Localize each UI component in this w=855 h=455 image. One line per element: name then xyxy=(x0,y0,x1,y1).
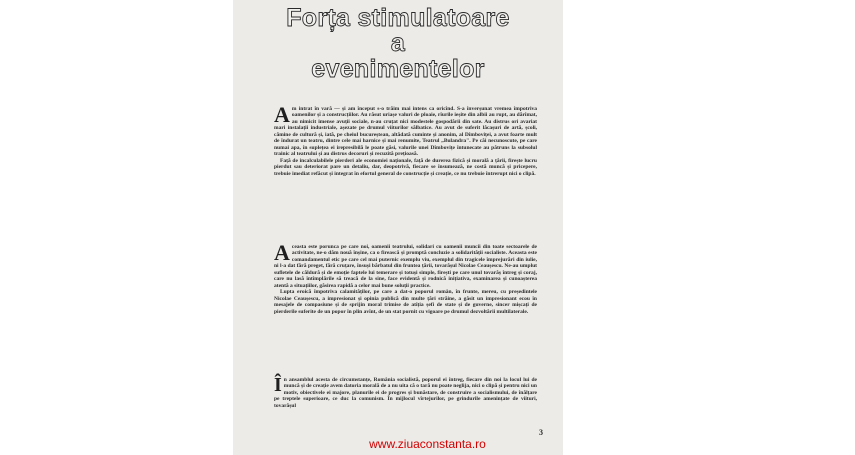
section-2-p1-text: ceasta este porunca pe care noi, oamenii teatrului, solidari cu oamenii muncii din toate sectoarele de activitate, ne-o dăm nouă înșine, ca o firească și promptă concluzie a solidarității socialiste. Aceasta este comandamentul etic pe care cel mai puternic exemplu viu, exemplul din tragicele împrejurări din iulie, ni l-a dat fără preget, fără cruțare, însuși bărbatul din fruntea țării, tovarășul Nicolae Ceaușescu. Ne-au umplut sufletele de căldură și de emoție faptele lui temerare și totuși simple, firești pe care unul tovarăș întreg și coraj, care nu lasă întîmplările să treacă de la sine, face evidentă și rodnică inițiativa, examinarea și cunoașterea atentă a situațiilor, găsirea rapidă a celor mai bune soluții practice. xyxy=(274,244,537,289)
section-1-p1-text: m intrat în vară — și am început s-o trăim mai intens ca oricînd. S-a înverșunat vremea împotriva oamenilor și a construcțiilor. Au răsut uriașe valuri de ploaie, rîurile ieșite din albii au rupt, au dărîmat, au nimicit imense avuții sociale, n-au cruțat nici modestele gospodării din sate. Au distrus ori avariat mari instalații industriale, așezate pe drumul viiturilor sălbatice. Au avut de suferit lăcașuri de artă, școli, cămine de cultură și, iată, pe cheiul bucureștean, altădată cuminte și anonim, al Dîmboviței, a avut foarte mult de îndurat un teatru, dintre cele mai harnice și mai renumite, Teatrul „Bulandra". Pe căi necunoscute, pe care numai apa, în suplețea ei irepresibilă le poate găsi, valurile unei Dîmbovițe întunecate au pătruns la subsolul trainic al teatrului și au distrus decoruri și recuzită prețioasă. xyxy=(274,106,537,158)
section-3-p1-text: n ansamblul acesta de circumstanțe, România socialistă, poporul ei întreg, fiecare din noi la locul lui de muncă și de creație avem datoria morală de a nu uita că o tară nu poate neglija, nici o clipă și pentru nici un motiv, obiectivele ei majore, planurile ei de progres și bunăstare, de construire a socialismului, de înălțare pe treptele superioare, ce duc la comunism. În mijlocul vîrtejurilor, pe grindurile amenințate de viituri, tovarășul xyxy=(274,377,537,409)
dropcap-2: A xyxy=(274,240,290,265)
section-1-paragraph-2: Față de incalculabilele pierderi ale economiei naționale, față de durerea fizică și morală a țării, firește lucru pierdut sau deteriorat pare un detaliu, dar, deopotrivă, fiecare se însumează, ne costă muncă și pricepere, trebuie imediat refăcut și integrat în efortul general de construcție și creație, ce nu trebuie întrerupt nici o clipă. xyxy=(274,157,537,177)
title-line-3: evenimentelor xyxy=(311,55,485,83)
title-line-1: Forța stimulatoare xyxy=(286,4,510,32)
section-2-paragraph-1 xyxy=(274,240,537,289)
document-page xyxy=(233,0,563,455)
page-number: 3 xyxy=(539,428,543,437)
watermark: www.ziuaconstanta.ro xyxy=(369,437,486,451)
section-1-paragraph-1 xyxy=(274,102,537,158)
dropcap-3: Î xyxy=(274,374,282,396)
dropcap-1: A xyxy=(274,102,290,127)
title-line-2: a xyxy=(390,29,406,57)
section-1 xyxy=(274,102,537,177)
section-3-paragraph-1 xyxy=(274,374,537,409)
section-2-paragraph-2: Lupta eroică împotriva calamităților, pe care a dat-o poporul român, în frunte, mereu, cu președintele Nicolae Ceaușescu, a impresionat și opinia publică din multe țări străine, a găsit un impresionant ecou în mesajele de compasiune și de sprijin moral trimise de atîția șefi de state și de guverne, sincer mișcați de pierderile suferite de un popor în plin avînt, de un stat pornit cu vigoare pe drumul dezvoltării multilaterale. xyxy=(274,289,537,315)
section-2 xyxy=(274,240,537,315)
section-3 xyxy=(274,374,537,409)
